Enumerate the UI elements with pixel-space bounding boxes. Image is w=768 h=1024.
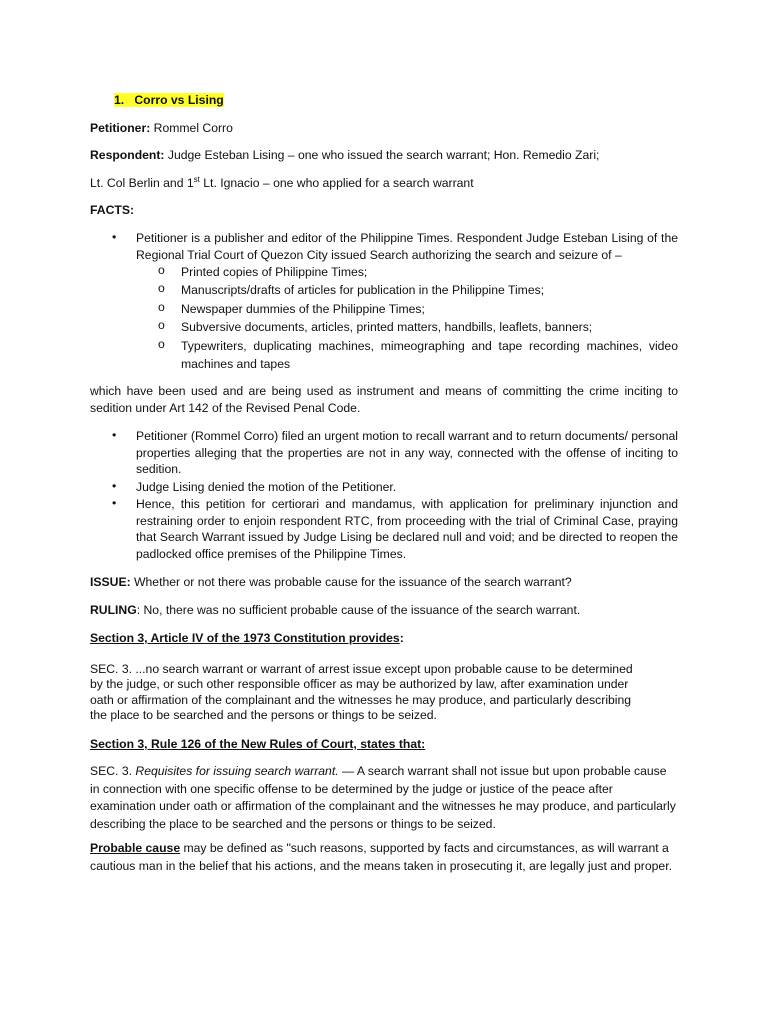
section1-heading-text: Section 3, Article IV of the 1973 Constitution provides — [90, 631, 400, 645]
sub-marker: o — [158, 263, 165, 277]
facts-continuation: which have been used and are being used as instrument and means of committing the crime inciting to sedition under Art 142 of the Revised Penal Code. — [90, 384, 678, 415]
section2-text: — A search warrant shall not issue but upon probable cause in connection with one specific offense to be determined by the judge or justice of the peace after examination under oath or affirmation of the complainant and the witnesses he may produce, and particularly describing the place to be searched and the persons or things to be seized. — [90, 764, 676, 831]
respondent-line-2 — [90, 175, 678, 192]
sub-marker: o — [158, 281, 165, 295]
respondent-value: Judge Esteban Lising – one who issued the search warrant; Hon. Remedio Zari; — [167, 148, 600, 162]
section1-line: by the judge, or such other responsible officer as may be authorized by law, after examination under — [90, 677, 629, 692]
issue-label: ISSUE: — [90, 575, 131, 589]
respondent-label: Respondent: — [90, 148, 165, 162]
issue-line — [90, 574, 678, 591]
section2-italic: Requisites for issuing search warrant. — [135, 764, 339, 778]
section1-line: SEC. 3. ...no search warrant or warrant of arrest issue except upon probable cause to be determined — [90, 662, 633, 676]
facts-bullet-3: Judge Lising denied the motion of the Petitioner. — [136, 480, 397, 494]
petitioner-value: Rommel Corro — [153, 121, 233, 135]
section2-body — [90, 763, 678, 833]
respondent-line2-post: Lt. Ignacio – one who applied for a search warrant — [199, 176, 474, 190]
facts-item-1: Printed copies of Philippine Times; — [181, 265, 368, 279]
facts-item-4: Subversive documents, articles, printed matters, handbills, leaflets, banners; — [181, 320, 593, 334]
probable-cause-term: Probable cause — [90, 841, 181, 855]
bullet-marker: • — [112, 479, 117, 493]
section2-heading — [90, 736, 678, 753]
section2-heading-text: Section 3, Rule 126 of the New Rules of Court, states that: — [90, 737, 426, 751]
probable-cause-paragraph — [90, 840, 678, 875]
petitioner-line — [90, 120, 678, 137]
sub-marker: o — [158, 318, 165, 332]
case-heading — [114, 92, 224, 109]
ruling-line — [90, 602, 678, 619]
bullet-marker: • — [112, 428, 117, 442]
section1-heading — [90, 630, 678, 647]
section2-sec: SEC. 3. — [90, 764, 136, 778]
facts-bullet-4: Hence, this petition for certiorari and mandamus, with application for preliminary injunction and restraining order to enjoin respondent RTC, from proceeding with the trial of Criminal Case, praying that Search Warrant issued by Judge Lising be declared null and void; and be directed to reopen the padlocked office premises of the Philippine Times. — [136, 497, 678, 561]
case-number: 1. — [114, 93, 125, 107]
petitioner-label: Petitioner: — [90, 121, 151, 135]
facts-heading — [90, 202, 678, 219]
ruling-text: : No, there was no sufficient probable cause of the issuance of the search warrant. — [136, 603, 581, 617]
section1-line: oath or affirmation of the complainant and the witnesses he may produce, and particularly describing — [90, 692, 632, 707]
bullet-marker: • — [112, 496, 117, 510]
facts-item-2: Manuscripts/drafts of articles for publication in the Philippine Times; — [181, 283, 545, 297]
case-title: Corro vs Lising — [134, 93, 224, 107]
respondent-line — [90, 147, 678, 164]
issue-text: Whether or not there was probable cause for the issuance of the search warrant? — [130, 575, 572, 589]
facts-item-3: Newspaper dummies of the Philippine Times; — [181, 302, 425, 316]
respondent-line2-pre: Lt. Col Berlin and 1 — [90, 176, 194, 190]
facts-item-5: Typewriters, duplicating machines, mimeographing and tape recording machines, video machines and tapes — [181, 339, 678, 372]
facts-bullet-2: Petitioner (Rommel Corro) filed an urgent motion to recall warrant and to return documents/ personal properties alleging that the properties are not in any way, connected with the offense of inciting to sedition. — [136, 429, 678, 476]
bullet-marker: • — [112, 230, 117, 244]
section1-line: the place to be searched and the persons or things to be seized. — [90, 707, 437, 722]
sub-marker: o — [158, 337, 165, 351]
section1-body — [90, 662, 678, 723]
probable-cause-text: may be defined as "such reasons, supported by facts and circumstances, as will warrant a cautious man in the belief that his actions, and the means taken in prosecuting it, are legally just and proper. — [90, 841, 672, 873]
sub-marker: o — [158, 300, 165, 314]
ruling-label: RULING — [90, 603, 137, 617]
facts-bullet-1: Petitioner is a publisher and editor of the Philippine Times. Respondent Judge Esteban Lising of the Regional Trial Court of Quezon City issued Search authorizing the search and seizure of – — [136, 231, 678, 262]
respondent-line2-sup: st — [193, 175, 200, 184]
section1-colon: : — [399, 631, 404, 645]
facts-heading-text: FACTS: — [90, 203, 135, 217]
